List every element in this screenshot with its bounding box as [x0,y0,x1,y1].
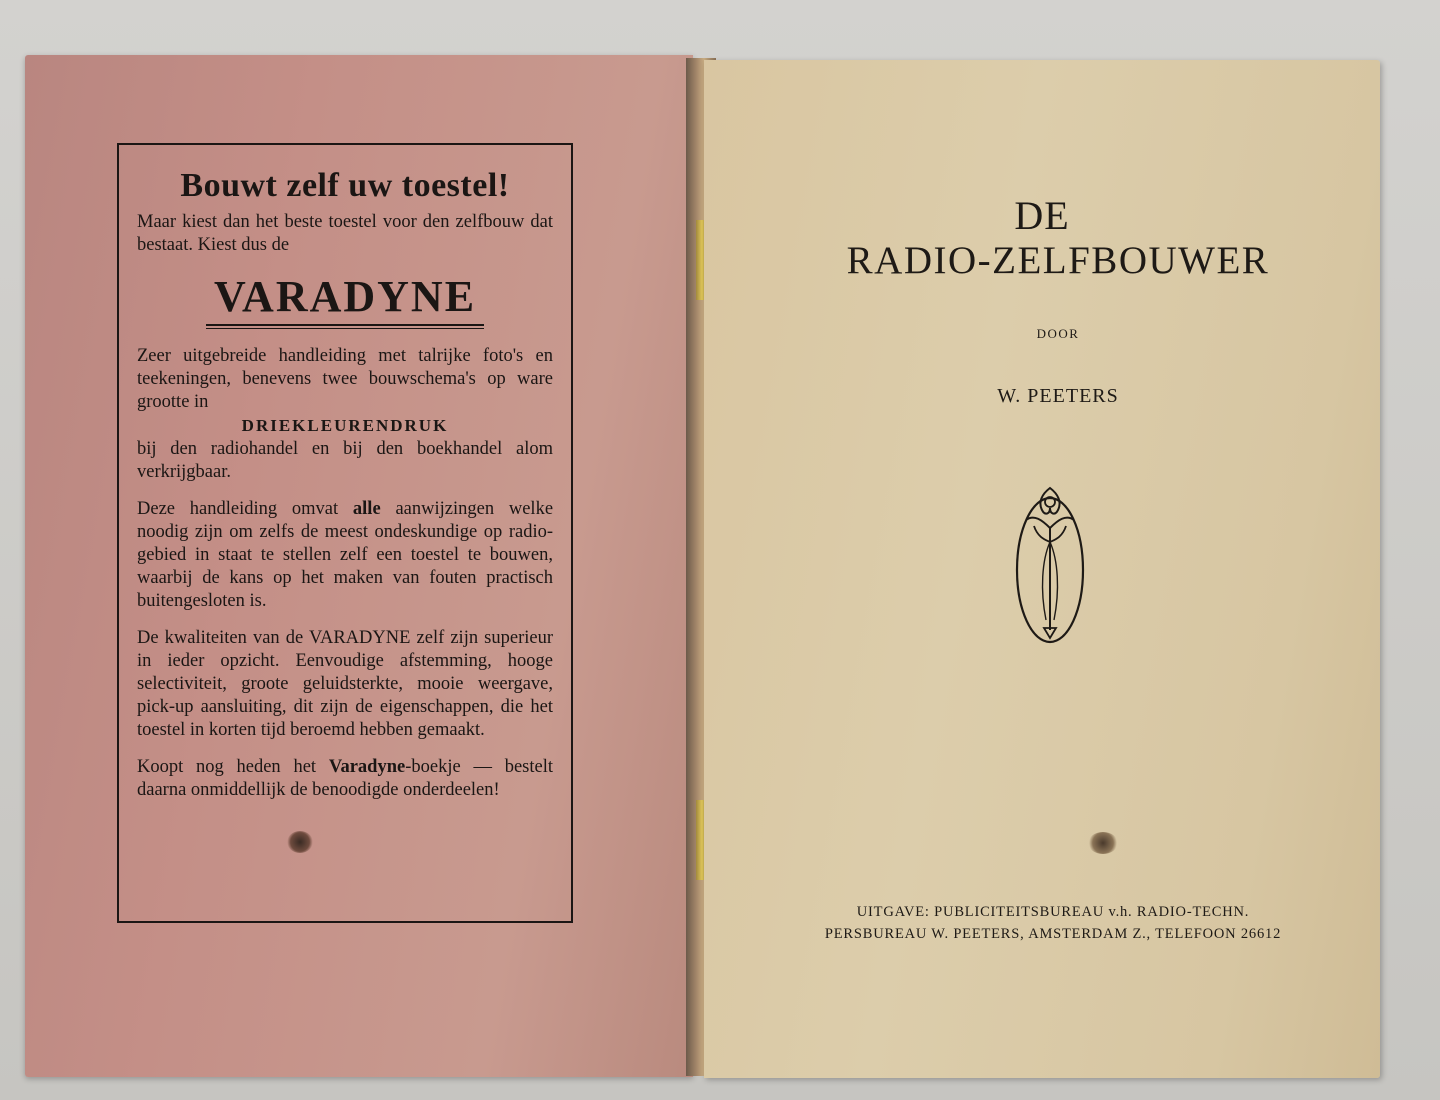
by-label: DOOR [1036,326,1080,341]
publisher-imprint-line-2: PERSBUREAU W. PEETERS, AMSTERDAM Z., TELEFOON 26612 [824,926,1282,942]
title-line-2: RADIO-ZELFBOUWER [846,239,1270,282]
paper-hole [1088,832,1118,854]
paper-hole [287,831,313,853]
left-page [25,55,693,1077]
ad-paragraph-2: Deze handleiding omvat alle aanwijzingen welke noodig zijn om zelfs de meest ondeskundige op radio-gebied in staat te stellen zelf een toestel te bouwen, waarbij de kans op het maken van fouten practisch buitengesloten is. [137,499,554,611]
ad-availability: bij den radiohandel en bij den boekhandel alom verkrijgbaar. [137,439,553,482]
title-line-1: DE [1014,193,1070,238]
art-nouveau-ornament [1012,480,1088,646]
ad-manual-text: Zeer uitgebreide handleiding met talrijke foto's en teekeningen, benevens twee bouwschema's op ware grootte in [137,346,553,412]
ad-paragraph-3: De kwaliteiten van de VARADYNE zelf zijn superieur in ieder opzicht. Eenvoudige afstemming, hooge selectiviteit, groote geluidsterkte, mooie weergave, pick-up aansluiting, dit zijn de eigenschappen, die het toestel in korten tijd beroemd hebben gemaakt. [137,628,554,740]
publisher-imprint-line-1: UITGAVE: PUBLICITEITSBUREAU v.h. RADIO-TECHN. [856,904,1250,920]
ad-brand-name: VARADYNE [213,272,477,321]
right-page-title [704,60,1380,1078]
author-name: W. PEETERS [997,385,1119,407]
advertisement-box [117,143,573,923]
brand-rule-thick [206,324,484,326]
ad-paragraph-4: Koopt nog heden het Varadyne-boekje — bestelt daarna onmiddellijk de benoodigde onderdeelen! [137,757,554,800]
ad-print-method: DRIEKLEURENDRUK [241,416,449,435]
ad-intro: Maar kiest dan het beste toestel voor den zelfbouw dat bestaat. Kiest dus de [137,212,553,255]
ad-headline: Bouwt zelf uw toestel! [180,167,510,204]
brand-rule-thin [206,328,484,329]
